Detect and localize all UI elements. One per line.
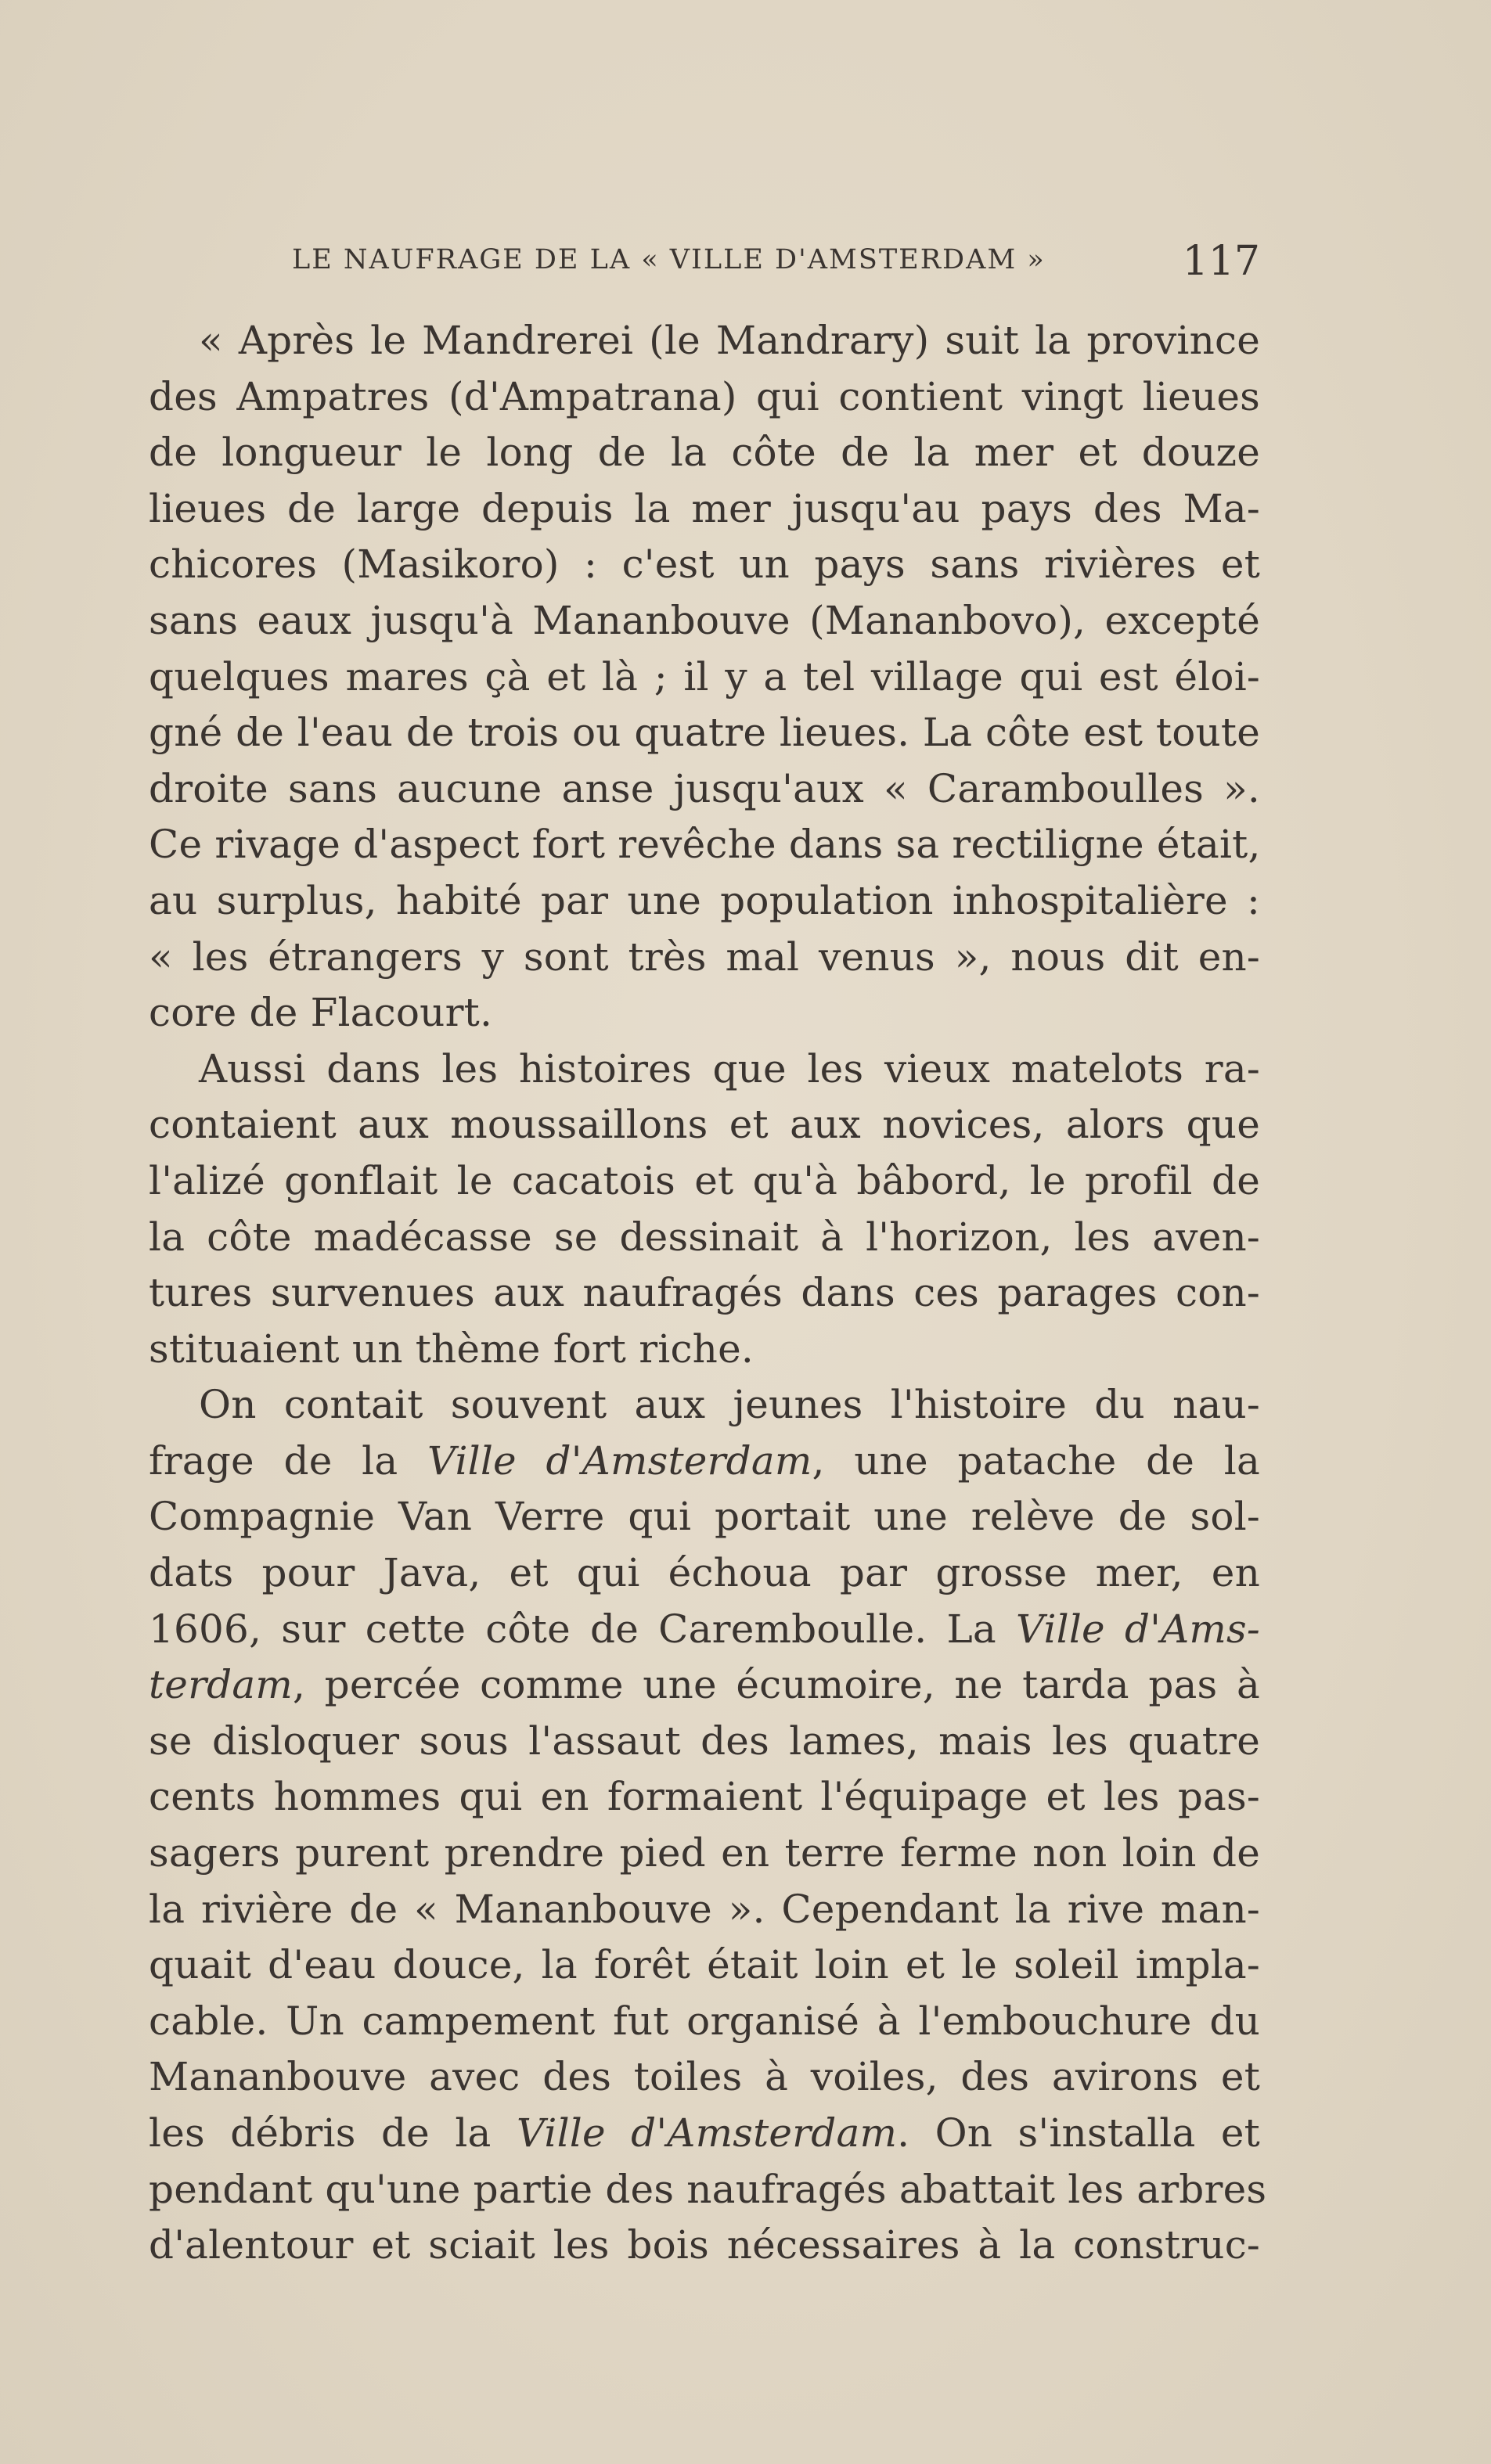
- text-line: tures survenues aux naufragés dans ces parages con-: [149, 1270, 1260, 1316]
- text-line: Ce rivage d'aspect fort revêche dans sa rectiligne était,: [149, 822, 1261, 868]
- text-line: pendant qu'une partie des naufragés abattait les arbres: [149, 2166, 1267, 2212]
- text-segment: . On s'installa et: [897, 2110, 1260, 2156]
- text-segment: , percée comme une écumoire, ne tarda pas à: [293, 1662, 1260, 1708]
- text-line: droite sans aucune anse jusqu'aux « Caramboulles ».: [149, 765, 1260, 811]
- text-line: cents hommes qui en formaient l'équipage et les pas-: [149, 1774, 1260, 1820]
- text-line: au surplus, habité par une population inhospitalière :: [149, 877, 1260, 923]
- text-line: quait d'eau douce, la forêt était loin et le soleil impla-: [149, 1942, 1260, 1988]
- text-line: Mananbouve avec des toiles à voiles, des avirons et: [149, 2054, 1260, 2100]
- italic-ship-name: Ville d'Amsterdam: [516, 2110, 898, 2156]
- text-line: sagers purent prendre pied en terre ferme non loin de: [149, 1830, 1260, 1876]
- text-line: des Ampatres (d'Ampatrana) qui contient vingt lieues: [149, 373, 1260, 419]
- text-line: lieues de large depuis la mer jusqu'au pays des Ma-: [149, 485, 1260, 531]
- text-segment: les débris de la: [149, 2110, 517, 2156]
- text-line: de longueur le long de la côte de la mer et douze: [149, 430, 1260, 476]
- text-segment: frage de la: [149, 1437, 428, 1484]
- text-line: [149, 1433, 1260, 1490]
- page-number: 117: [1182, 238, 1260, 285]
- text-line: chicores (Masikoro) : c'est un pays sans rivières et: [149, 541, 1260, 588]
- text-line: contaient aux moussaillons et aux novices, alors que: [149, 1102, 1260, 1148]
- text-line: [149, 1602, 1260, 1658]
- text-line: stituaient un thème fort riche.: [149, 1326, 754, 1372]
- text-line: gné de l'eau de trois ou quatre lieues. La côte est toute: [149, 710, 1260, 756]
- text-line: d'alentour et sciait les bois nécessaires à la construc-: [149, 2222, 1260, 2268]
- text-line: [149, 2106, 1260, 2162]
- text-segment: 1606, sur cette côte de Caremboulle. La: [149, 1606, 1017, 1652]
- italic-ship-name: Ville d'Ams-: [1016, 1606, 1260, 1652]
- text-line: se disloquer sous l'assaut des lames, mais les quatre: [149, 1718, 1260, 1764]
- text-line: sans eaux jusqu'à Mananbouve (Mananbovo), excepté: [149, 597, 1260, 643]
- text-line: la côte madécasse se dessinait à l'horizon, les aven-: [149, 1214, 1260, 1260]
- running-head: LE NAUFRAGE DE LA « VILLE D'AMSTERDAM »: [292, 244, 1046, 275]
- text-segment: , une patache de la: [812, 1437, 1260, 1484]
- text-line: « les étrangers y sont très mal venus », nous dit en-: [149, 933, 1260, 980]
- text-line: Aussi dans les histoires que les vieux matelots ra-: [199, 1045, 1260, 1092]
- italic-ship-name: Ville d'Amsterdam: [427, 1437, 812, 1484]
- italic-ship-name: terdam: [149, 1662, 294, 1708]
- text-line: On contait souvent aux jeunes l'histoire du nau-: [199, 1382, 1260, 1428]
- text-line: l'alizé gonflait le cacatois et qu'à bâbord, le profil de: [149, 1157, 1260, 1203]
- text-line: dats pour Java, et qui échoua par grosse mer, en: [149, 1550, 1260, 1596]
- text-line: « Après le Mandrerei (le Mandrary) suit la province: [199, 318, 1260, 363]
- text-line: cable. Un campement fut organisé à l'embouchure du: [149, 1998, 1260, 2044]
- body-text: [149, 313, 1267, 2274]
- text-line: [149, 1657, 1260, 1714]
- text-line: la rivière de « Mananbouve ». Cependant la rive man-: [149, 1886, 1260, 1932]
- text-line: core de Flacourt.: [149, 990, 493, 1036]
- text-line: Compagnie Van Verre qui portait une relève de sol-: [149, 1494, 1260, 1540]
- text-line: quelques mares çà et là ; il y a tel village qui est éloi-: [149, 653, 1260, 700]
- page-header: [292, 238, 1260, 285]
